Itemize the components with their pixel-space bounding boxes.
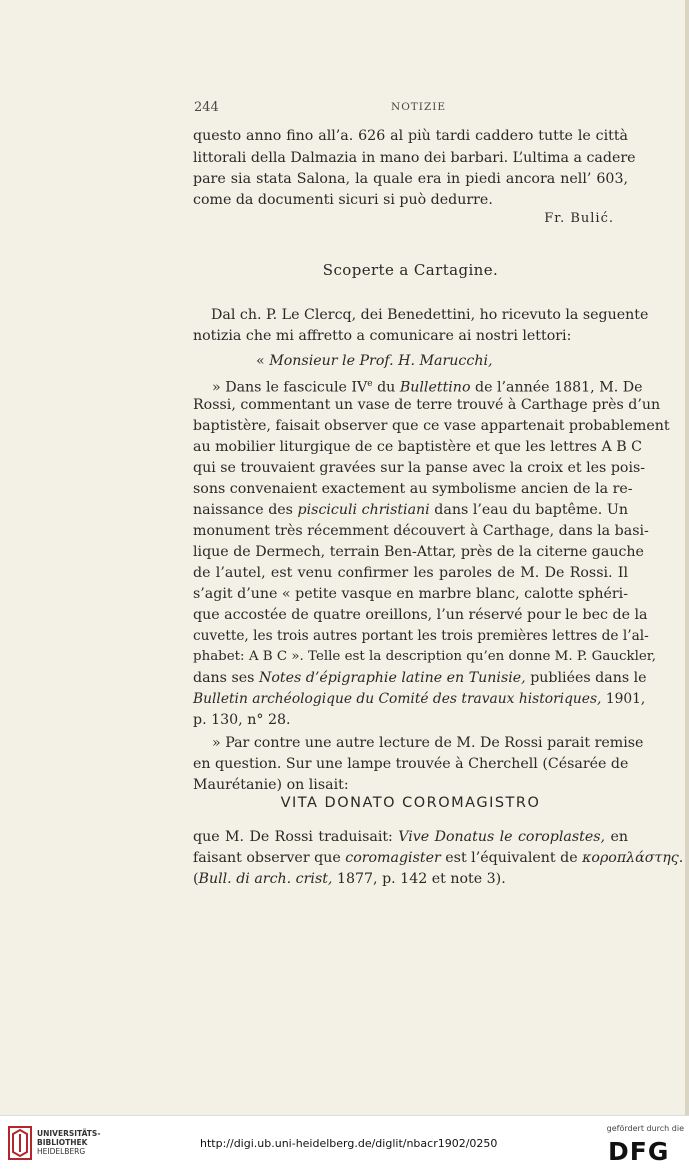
text-line: au mobilier liturgique de ce baptistère et que les lettres A B C: [193, 439, 642, 455]
text-line: pare sia stata Salona, la quale era in piedi ancora nell’ 603,: [193, 171, 628, 187]
text-line: Dal ch. P. Le Clercq, dei Benedettini, ho ricevuto la seguente: [211, 307, 649, 323]
text-line: cuvette, les trois autres portant les trois premières lettres de l’al-: [193, 628, 649, 644]
section-title: Scoperte a Cartagine.: [322, 261, 499, 279]
text-line: come da documenti sicuri si può dedurre.: [193, 192, 493, 208]
text-line: notizia che mi affretto a comunicare ai nostri lettori:: [193, 328, 572, 344]
permalink-url[interactable]: http://digi.ub.uni-heidelberg.de/diglit/nbacr1902/0250: [200, 1137, 498, 1150]
text-line: Maurétanie) on lisait:: [193, 777, 349, 793]
text-line: Bulletin archéologique du Comité des travaux historiques, 1901,: [193, 691, 646, 707]
text-line: p. 130, n° 28.: [193, 712, 291, 728]
text-line: que M. De Rossi traduisait: Vive Donatus le coroplastes, en: [193, 829, 628, 845]
text-line: monument très récemment découvert à Carthage, dans la basi-: [193, 523, 649, 539]
text-line: qui se trouvaient gravées sur la panse avec la croix et les pois-: [193, 460, 646, 476]
page-edge-shadow: [685, 0, 689, 1115]
salutation: « Monsieur le Prof. H. Marucchi,: [256, 353, 493, 369]
text-line: » Dans le fascicule IVe du Bullettino de l’année 1881, M. De: [212, 379, 643, 396]
text-line: naissance des pisciculi christiani dans l’eau du baptême. Un: [193, 502, 628, 518]
text-line: (Bull. di arch. crist, 1877, p. 142 et note 3).: [193, 871, 506, 887]
university-library-logo-icon: [8, 1126, 32, 1160]
text-line: en question. Sur une lampe trouvée à Cherchell (Césarée de: [193, 756, 629, 772]
text-line: Rossi, commentant un vase de terre trouvé à Carthage près d’un: [193, 397, 661, 413]
text-line: sons convenaient exactement au symbolisme ancien de la re-: [193, 481, 633, 497]
funding-note: gefördert durch die: [606, 1124, 684, 1133]
library-name: UNIVERSITÄTS- BIBLIOTHEK HEIDELBERG: [37, 1129, 101, 1156]
text-line: de l’autel, est venu confirmer les paroles de M. De Rossi. Il: [193, 565, 628, 581]
text-line: lique de Dermech, terrain Ben-Attar, près de la citerne gauche: [193, 544, 644, 560]
author-signature: Fr. Bulić.: [544, 211, 614, 226]
text-line: dans ses Notes d’épigraphie latine en Tunisie, publiées dans le: [193, 670, 647, 686]
inscription: VITA DONATO COROMAGISTRO: [280, 795, 541, 811]
text-line: phabet: A B C ». Telle est la description qu’en donne M. P. Gauckler,: [193, 649, 656, 664]
text-line: que accostée de quatre oreillons, l’un réservé pour le bec de la: [193, 607, 648, 623]
text-line: littorali della Dalmazia in mano dei barbari. L’ultima a cadere: [193, 150, 636, 166]
viewer-footer: [0, 1115, 689, 1173]
text-line: » Par contre une autre lecture de M. De Rossi parait remise: [212, 735, 644, 751]
running-header: [194, 100, 624, 116]
text-line: baptistère, faisait observer que ce vase appartenait probablement: [193, 418, 670, 434]
running-title: NOTIZIE: [391, 101, 447, 113]
text-line: questo anno fino all’a. 626 al più tardi caddero tutte le città: [193, 128, 628, 144]
text-line: s’agit d’une « petite vasque en marbre blanc, calotte sphéri-: [193, 586, 628, 602]
text-line: faisant observer que coromagister est l’équivalent de κοροπλάστης.: [193, 850, 684, 866]
page-number: 244: [194, 100, 219, 115]
dfg-logo: DFG: [608, 1137, 670, 1166]
